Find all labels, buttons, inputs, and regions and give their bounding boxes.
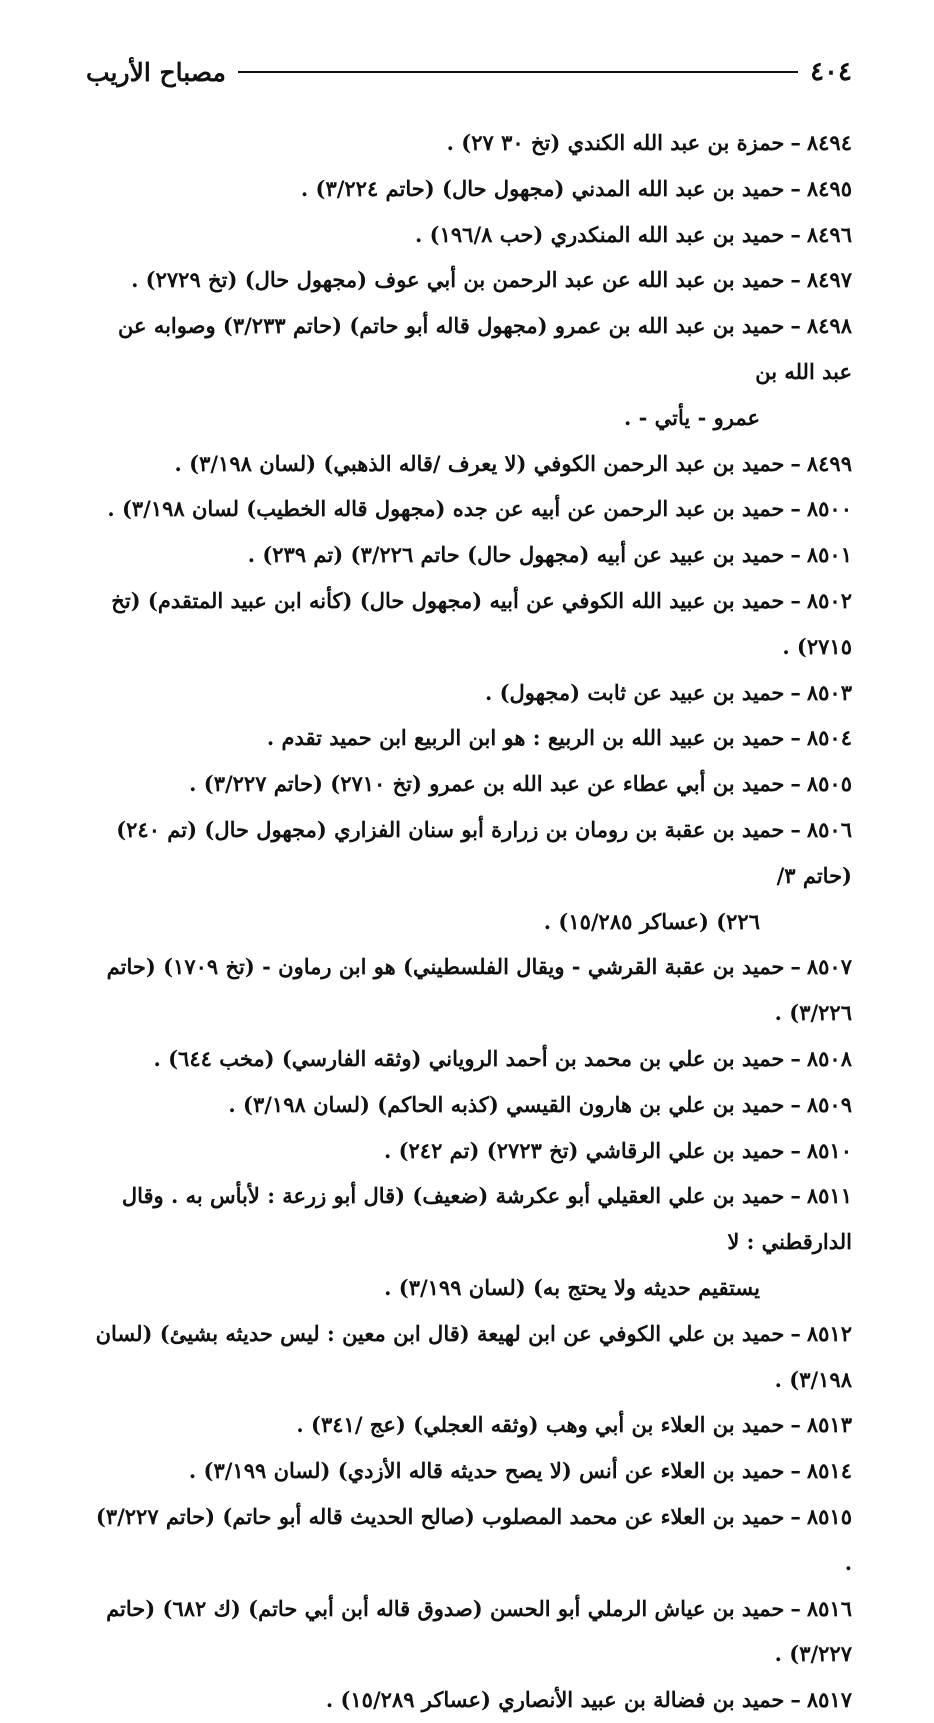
entry-text: حميد بن العلاء بن أبي وهب (وثقه العجلي) (عج /٣٤١) . (296, 1412, 785, 1438)
entry-number: ٨٥٠١ (806, 542, 852, 568)
entry-text: حميد بن عبيد عن ثابت (مجهول) . (484, 679, 785, 705)
entry-dash: – (790, 542, 801, 568)
entry-dash: – (790, 496, 801, 522)
entry-number: ٨٥٠٨ (806, 1045, 852, 1071)
entry-text: حميد بن علي العقيلي أبو عكرشة (ضعيف) (قال أبو زرعة : لأبأس به . وقال الدارقطني : لا (121, 1183, 852, 1255)
entry-number: ٨٥١٥ (806, 1503, 852, 1529)
entry-text: حميد بن علي بن هارون القيسي (كذبه الحاكم) (لسان ٣/١٩٨) . (228, 1091, 785, 1117)
entry-8508 (84, 1036, 852, 1082)
entry-number: ٨٥١٣ (806, 1412, 852, 1438)
entry-8502 (84, 578, 852, 670)
entry-number: ٨٥٠٥ (806, 771, 852, 797)
entry-dash: – (790, 1320, 801, 1346)
entry-text: حميد بن عبد الله المدني (مجهول حال) (حاتم ٣/٢٢٤) . (300, 175, 785, 201)
entry-number: ٨٤٩٨ (806, 313, 852, 339)
entry-8494 (84, 120, 852, 166)
entry-number: ٨٥٠٢ (806, 587, 852, 613)
entry-number: ٨٥١٧ (806, 1687, 852, 1713)
entry-number: ٨٤٩٤ (806, 130, 852, 155)
entry-number: ٨٥٠٩ (806, 1091, 852, 1117)
entry-8498 (84, 303, 852, 440)
entry-dash: – (790, 1687, 801, 1713)
entry-dash: – (790, 954, 801, 980)
entry-dash: – (790, 1458, 801, 1484)
entry-number: ٨٥٠٣ (806, 679, 852, 705)
entry-text: حميد بن علي الكوفي عن ابن لهيعة (قال ابن معين : ليس حديثه بشيئ) (لسان ٣/١٩٨) . (95, 1320, 852, 1392)
entry-8496 (84, 212, 852, 258)
entry-8510 (84, 1128, 852, 1174)
entry-8505 (84, 761, 852, 807)
entry-dash: – (790, 1183, 801, 1209)
entry-dash: – (790, 725, 801, 751)
entry-number: ٨٥١١ (806, 1183, 852, 1209)
entry-number: ٨٥١٤ (806, 1458, 852, 1484)
entry-dash: – (790, 1045, 801, 1071)
entry-text: حميد بن أبي عطاء عن عبد الله بن عمرو (تخ ٢٧١٠) (حاتم ٣/٢٢٧) . (189, 771, 785, 797)
entry-dash: – (790, 1595, 801, 1621)
entry-dash: – (790, 1137, 801, 1163)
page-header (86, 52, 852, 92)
entry-continuation: يستقيم حديثه ولا يحتج به) (لسان ٣/١٩٩) . (384, 1274, 760, 1300)
entry-dash: – (790, 450, 801, 476)
entry-continuation: عمرو - يأتي - . (624, 404, 760, 430)
entry-number: ٨٥٠٦ (806, 816, 852, 842)
entry-number: ٨٥١٠ (806, 1137, 852, 1163)
entry-dash: – (790, 1503, 801, 1529)
entry-8514 (84, 1448, 852, 1494)
entry-8501 (84, 532, 852, 578)
entry-number: ٨٤٩٩ (806, 450, 852, 476)
entry-text: حميد بن عبد الله بن عمرو (مجهول قاله أبو حاتم) (حاتم ٣/٢٣٣) وصوابه عن عبد الله بن (118, 313, 852, 384)
entry-dash: – (790, 1412, 801, 1438)
entry-text: حميد بن عقبة بن رومان بن زرارة أبو سنان الفزاري (مجهول حال) (تم ٢٤٠) (حاتم ٣/ (116, 816, 852, 888)
page-number: ٤٠٤ (810, 57, 852, 87)
entry-8513 (84, 1402, 852, 1448)
entry-number: ٨٤٩٥ (806, 175, 852, 201)
entry-8495 (84, 166, 852, 212)
entry-8500 (84, 486, 852, 532)
entry-text: حميد بن عبيد الله بن الربيع : هو ابن الربيع ابن حميد تقدم . (266, 725, 785, 751)
entry-8506 (84, 807, 852, 944)
entry-8511 (84, 1173, 852, 1310)
entry-text: حميد بن عبد الرحمن عن أبيه عن جده (مجهول قاله الخطيب) لسان ٣/١٩٨) . (107, 496, 785, 522)
entry-dash: – (790, 771, 801, 797)
entry-8507 (84, 944, 852, 1036)
entry-dash: – (790, 130, 801, 155)
entry-8512 (84, 1311, 852, 1403)
entry-text: حميد بن فضالة بن عبيد الأنصاري (عساكر ١٥/٢٨٩) . (325, 1687, 785, 1713)
entry-dash: – (790, 587, 801, 613)
entry-dash: – (790, 679, 801, 705)
entry-text: حميد بن علي بن محمد بن أحمد الروياني (وثقه الفارسي) (مخب ٦٤٤) . (153, 1045, 785, 1071)
book-title: مصباح الأريب (86, 57, 226, 87)
entry-number: ٨٤٩٦ (806, 221, 852, 247)
entry-number: ٨٥٠٠ (806, 496, 852, 522)
entry-text: حميد بن علي الرقاشي (تخ ٢٧٢٣) (تم ٢٤٢) . (383, 1137, 785, 1163)
entry-number: ٨٥٠٧ (806, 954, 852, 980)
entry-list (84, 120, 852, 1723)
entry-dash: – (790, 1091, 801, 1117)
entry-number: ٨٥٠٤ (806, 725, 852, 751)
header-rule (238, 71, 798, 73)
entry-8515 (84, 1494, 852, 1586)
entry-8516 (84, 1586, 852, 1678)
entry-dash: – (790, 175, 801, 201)
entry-text: حميد بن عبد الله عن عبد الرحمن بن أبي عوف (مجهول حال) (تخ ٢٧٢٩) . (131, 267, 785, 293)
entry-8503 (84, 670, 852, 716)
entry-continuation: ٢٢٦) (عساكر ١٥/٢٨٥) . (543, 908, 760, 934)
entry-dash: – (790, 816, 801, 842)
entry-8497 (84, 257, 852, 303)
entry-8517 (84, 1677, 852, 1723)
entry-dash: – (790, 313, 801, 339)
entry-number: ٨٥١٢ (806, 1320, 852, 1346)
entry-text: حمزة بن عبد الله الكندي (تخ ٣٠ ٢٧) . (446, 130, 785, 155)
entry-text: حميد بن العلاء عن محمد المصلوب (صالح الحديث قاله أبو حاتم) (حاتم ٣/٢٢٧) . (95, 1503, 852, 1575)
entry-8504 (84, 715, 852, 761)
entry-8499 (84, 441, 852, 487)
entry-text: حميد بن العلاء عن أنس (لا يصح حديثه قاله الأزدي) (لسان ٣/١٩٩) . (188, 1458, 785, 1484)
entry-text: حميد بن عقبة القرشي - ويقال الفلسطيني) هو ابن رماون - (تخ ١٧٠٩) (حاتم ٣/٢٢٦) . (106, 954, 852, 1026)
entry-text: حميد بن عبد الله المنكدري (حب ١٩٦/٨) . (415, 221, 785, 247)
entry-number: ٨٤٩٧ (806, 267, 852, 293)
entry-number: ٨٥١٦ (806, 1595, 852, 1621)
entry-dash: – (790, 221, 801, 247)
entry-text: حميد بن عبد الرحمن الكوفي (لا يعرف /قاله الذهبي) (لسان ٣/١٩٨) . (174, 450, 785, 476)
entry-8509 (84, 1082, 852, 1128)
entry-text: حميد بن عبيد عن أبيه (مجهول حال) حاتم ٣/٢٢٦) (تم ٢٣٩) . (247, 542, 785, 568)
entry-dash: – (790, 267, 801, 293)
entry-text: حميد بن عياش الرملي أبو الحسن (صدوق قاله أبن أبي حاتم) (ك ٦٨٢) (حاتم ٣/٢٢٧) . (106, 1595, 852, 1667)
entry-text: حميد بن عبيد الله الكوفي عن أبيه (مجهول حال) (كأنه ابن عبيد المتقدم) (تخ ٢٧١٥) . (111, 587, 852, 659)
